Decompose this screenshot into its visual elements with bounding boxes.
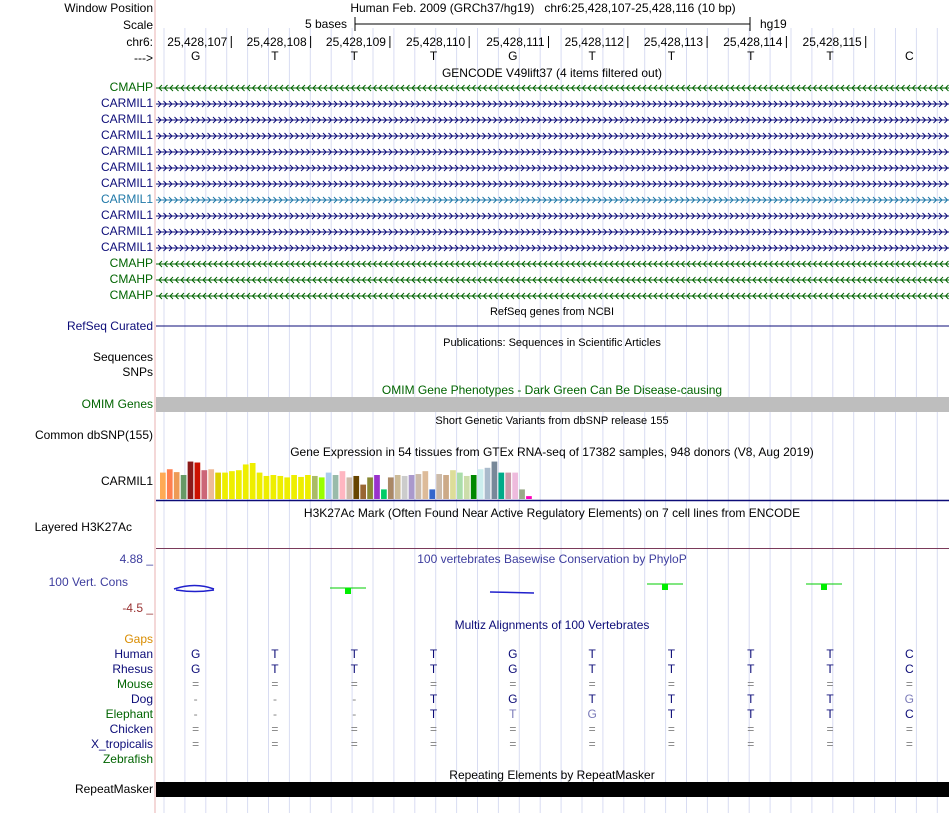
gencode-transcript-label[interactable]: CARMIL1 [100, 144, 153, 158]
gtex-tissue-bar [222, 473, 228, 499]
gencode-transcript-label[interactable]: CARMIL1 [100, 176, 153, 190]
multiz-base: T [747, 692, 755, 706]
multiz-base: = [747, 722, 755, 736]
gtex-tissue-bar [340, 471, 346, 499]
gtex-tissue-bar [360, 485, 366, 499]
multiz-base: G [904, 692, 915, 706]
multiz-species-label[interactable]: Zebrafish [102, 752, 153, 766]
phylop-glyph [490, 592, 534, 593]
reference-base: C [905, 49, 914, 63]
reference-base: T [271, 49, 279, 63]
gtex-tissue-bar [498, 473, 504, 499]
gtex-tissue-bar [353, 476, 359, 499]
publications-track-title[interactable]: Publications: Sequences in Scientific Articles [443, 337, 661, 349]
gtex-tissue-bar [512, 473, 518, 499]
multiz-base: = [350, 722, 358, 736]
multiz-base: T [429, 647, 438, 661]
gencode-transcript-label[interactable]: CARMIL1 [100, 192, 153, 206]
multiz-base: = [905, 722, 913, 736]
reference-base: T [826, 49, 834, 63]
multiz-species-label[interactable]: Chicken [109, 722, 153, 736]
multiz-base: T [588, 692, 596, 706]
gtex-tissue-bar [450, 470, 456, 499]
multiz-base: T [747, 707, 755, 721]
gtex-track-title[interactable]: Gene Expression in 54 tissues from GTEx RNA-seq of 17382 samples, 948 donors (V8, Aug 2019) [290, 445, 814, 459]
gencode-transcript-label[interactable]: CARMIL1 [100, 128, 153, 142]
multiz-base: T [350, 662, 358, 676]
multiz-base: T [826, 692, 834, 706]
gtex-tissue-bar [250, 463, 256, 499]
gencode-transcript-label[interactable]: CMAHP [109, 80, 153, 94]
multiz-base: T [667, 707, 676, 721]
gtex-tissue-bar [395, 475, 401, 499]
window-position-text: Human Feb. 2009 (GRCh37/hg19) chr6:25,428,107-25,428,116 (10 bp) [350, 1, 736, 15]
multiz-base: T [271, 662, 279, 676]
multiz-base: = [430, 677, 438, 691]
publications-snps-label[interactable]: SNPs [122, 365, 153, 379]
coordinate-label: 25,428,112 [564, 35, 624, 49]
multiz-base: T [429, 692, 438, 706]
multiz-base: T [509, 707, 517, 721]
multiz-base: - [193, 707, 198, 721]
gtex-tissue-bar [436, 474, 442, 499]
gtex-track-label[interactable]: CARMIL1 [100, 474, 153, 488]
gtex-tissue-bar [298, 477, 304, 499]
multiz-base: C [905, 647, 914, 661]
multiz-base: - [272, 707, 277, 721]
gencode-track-title[interactable]: GENCODE V49lift37 (4 items filtered out) [441, 66, 663, 80]
omim-track-title[interactable]: OMIM Gene Phenotypes - Dark Green Can Be Disease-causing [381, 383, 723, 397]
phylop-score-bar [821, 584, 827, 590]
multiz-base: G [508, 692, 518, 706]
multiz-base: = [271, 677, 279, 691]
gencode-transcript-label[interactable]: CARMIL1 [100, 96, 153, 110]
multiz-base: = [905, 677, 913, 691]
gtex-tissue-bar [505, 473, 511, 499]
gtex-tissue-bar [195, 463, 201, 499]
multiz-base: = [350, 737, 358, 751]
reference-base: T [350, 49, 358, 63]
gtex-tissue-bar [429, 489, 435, 499]
multiz-base: = [192, 677, 200, 691]
gtex-tissue-bar [367, 477, 373, 499]
gencode-transcript-label[interactable]: CMAHP [109, 272, 153, 286]
gtex-tissue-bar [277, 476, 283, 499]
coordinate-label: 25,428,109 [325, 35, 386, 49]
multiz-base: T [826, 662, 834, 676]
gtex-tissue-bar [471, 475, 477, 499]
reference-base: T [588, 49, 596, 63]
multiz-base: T [826, 647, 834, 661]
multiz-base: T [588, 647, 596, 661]
gtex-tissue-bar [312, 476, 318, 499]
gtex-tissue-bar [519, 489, 525, 499]
multiz-base: = [509, 737, 517, 751]
gtex-tissue-bar [416, 474, 422, 499]
coordinate-label: 25,428,115 [802, 35, 862, 49]
gtex-tissue-bar [526, 496, 532, 499]
multiz-gaps-label: Gaps [124, 632, 153, 646]
gtex-tissue-bar [333, 475, 339, 499]
phylop-min-label: -4.5 _ [122, 601, 153, 615]
multiz-base: G [587, 707, 597, 721]
gtex-tissue-bar [381, 489, 387, 499]
multiz-base: = [588, 722, 596, 736]
multiz-base: T [350, 647, 358, 661]
dbsnp-track-title[interactable]: Short Genetic Variants from dbSNP release 155 [435, 415, 669, 427]
gencode-transcript-label[interactable]: CARMIL1 [100, 240, 153, 254]
gtex-tissue-bar [347, 477, 353, 499]
multiz-base: = [588, 737, 596, 751]
phylop-max-label: 4.88 _ [119, 552, 153, 566]
multiz-base: = [826, 677, 834, 691]
gtex-tissue-bar [229, 471, 235, 499]
repeatmasker-track-label[interactable]: RepeatMasker [74, 782, 153, 796]
gtex-tissue-bar [402, 476, 408, 499]
multiz-base: T [588, 662, 596, 676]
window-position-label: Window Position [64, 1, 153, 15]
reference-base: T [429, 49, 438, 63]
coordinate-label: 25,428,113 [643, 35, 704, 49]
multiz-base: = [271, 722, 279, 736]
gtex-tissue-bar [243, 464, 249, 499]
multiz-base: T [667, 662, 676, 676]
multiz-base: = [826, 722, 834, 736]
multiz-base: - [272, 692, 277, 706]
multiz-base: T [271, 647, 279, 661]
dbsnp-track-label[interactable]: Common dbSNP(155) [34, 428, 153, 442]
gencode-transcript-label[interactable]: CARMIL1 [100, 208, 153, 222]
gtex-tissue-bar [215, 473, 221, 499]
strand-arrow-label: ---> [134, 51, 153, 65]
scale-assembly: hg19 [760, 17, 787, 31]
gtex-tissue-bar [160, 473, 166, 499]
multiz-base: = [430, 722, 438, 736]
h3k27ac-track-title[interactable]: H3K27Ac Mark (Often Found Near Active Regulatory Elements) on 7 cell lines from ENCODE [303, 506, 801, 520]
gtex-tissue-bar [326, 473, 332, 499]
multiz-base: = [588, 677, 596, 691]
coordinate-label: 25,428,107 [167, 35, 228, 49]
gtex-tissue-bar [457, 473, 463, 499]
multiz-species-label[interactable]: Human [114, 647, 153, 661]
multiz-base: T [747, 662, 755, 676]
gtex-tissue-bar [236, 470, 242, 499]
coordinate-label: 25,428,111 [486, 35, 545, 49]
multiz-base: T [747, 647, 755, 661]
publications-sequences-label[interactable]: Sequences [92, 350, 153, 364]
scale-label: Scale [122, 18, 153, 32]
gtex-tissue-bar [208, 469, 214, 499]
gtex-tissue-bar [284, 477, 290, 499]
multiz-base: = [350, 677, 358, 691]
omim-track-label[interactable]: OMIM Genes [81, 397, 153, 411]
omim-bar [156, 397, 949, 412]
scale-text: 5 bases [305, 17, 348, 31]
multiz-base: - [352, 692, 357, 706]
multiz-base: G [508, 662, 518, 676]
multiz-base: T [429, 662, 438, 676]
multiz-base: - [193, 692, 198, 706]
reference-base: G [190, 49, 201, 63]
gtex-tissue-bar [485, 468, 491, 499]
multiz-base: C [905, 662, 914, 676]
multiz-base: - [352, 707, 357, 721]
multiz-base: = [747, 677, 755, 691]
multiz-base: T [667, 647, 676, 661]
repeatmasker-bar [156, 782, 949, 797]
phylop-glyph [174, 586, 214, 592]
gtex-tissue-bar [478, 469, 484, 499]
repeatmasker-track-title[interactable]: Repeating Elements by RepeatMasker [449, 768, 655, 782]
gtex-tissue-bar [464, 476, 470, 499]
multiz-base: = [192, 722, 200, 736]
multiz-base: T [826, 707, 834, 721]
multiz-base: = [509, 722, 517, 736]
multiz-track-title[interactable]: Multiz Alignments of 100 Vertebrates [454, 618, 650, 632]
coordinate-label: 25,428,108 [246, 35, 307, 49]
multiz-base: = [430, 737, 438, 751]
phylop-track-label[interactable]: 100 Vert. Cons [48, 575, 128, 589]
gtex-tissue-bar [291, 475, 297, 499]
gtex-tissue-bar [374, 475, 380, 499]
coordinate-label: 25,428,110 [406, 35, 466, 49]
phylop-track-title[interactable]: 100 vertebrates Basewise Conservation by PhyloP [417, 552, 687, 566]
gencode-transcript-label[interactable]: CMAHP [109, 288, 153, 302]
h3k27ac-track-label[interactable]: Layered H3K27Ac [34, 520, 132, 534]
multiz-base: = [192, 737, 200, 751]
chrom-label: chr6: [126, 35, 153, 49]
multiz-species-label[interactable]: Elephant [105, 707, 153, 721]
gtex-tissue-bar [264, 476, 270, 499]
gtex-tissue-bar [201, 470, 207, 499]
multiz-species-label[interactable]: Dog [130, 692, 153, 706]
gtex-tissue-bar [257, 473, 263, 499]
gtex-tissue-bar [181, 475, 187, 499]
refseq-track-label[interactable]: RefSeq Curated [66, 319, 153, 333]
gencode-transcript-label[interactable]: CARMIL1 [100, 224, 153, 238]
refseq-track-title[interactable]: RefSeq genes from NCBI [489, 306, 615, 318]
gtex-tissue-bar [422, 471, 428, 499]
gencode-transcript-label[interactable]: CARMIL1 [100, 112, 153, 126]
gtex-tissue-bar [443, 475, 449, 499]
gtex-tissue-bar [305, 475, 311, 499]
coordinate-label: 25,428,114 [723, 35, 783, 49]
reference-base: T [667, 49, 676, 63]
multiz-base: G [190, 662, 201, 676]
multiz-base: = [667, 737, 675, 751]
reference-base: G [508, 49, 518, 63]
multiz-base: = [826, 737, 834, 751]
multiz-species-label[interactable]: Mouse [116, 677, 153, 691]
phylop-score-bar [345, 588, 351, 594]
multiz-base: T [429, 707, 438, 721]
gencode-transcript-label[interactable]: CMAHP [109, 256, 153, 270]
gtex-tissue-bar [388, 477, 394, 499]
multiz-base: T [667, 692, 676, 706]
gtex-tissue-bar [174, 472, 180, 499]
gencode-transcript-label[interactable]: CARMIL1 [100, 160, 153, 174]
multiz-base: = [905, 737, 913, 751]
reference-base: T [747, 49, 755, 63]
multiz-base: = [667, 722, 675, 736]
gtex-tissue-bar [409, 475, 415, 499]
multiz-base: G [508, 647, 518, 661]
multiz-base: G [190, 647, 201, 661]
multiz-species-label[interactable]: X_tropicalis [90, 737, 153, 751]
multiz-base: = [667, 677, 675, 691]
gtex-tissue-bar [188, 462, 194, 499]
phylop-score-bar [662, 584, 668, 590]
gtex-tissue-bar [319, 477, 325, 499]
multiz-species-label[interactable]: Rhesus [112, 662, 153, 676]
multiz-base: = [509, 677, 517, 691]
multiz-base: = [271, 737, 279, 751]
gtex-tissue-bar [271, 475, 277, 499]
multiz-base: C [905, 707, 914, 721]
multiz-base: = [747, 737, 755, 751]
gtex-tissue-bar [167, 469, 173, 499]
gtex-tissue-bar [492, 462, 498, 499]
